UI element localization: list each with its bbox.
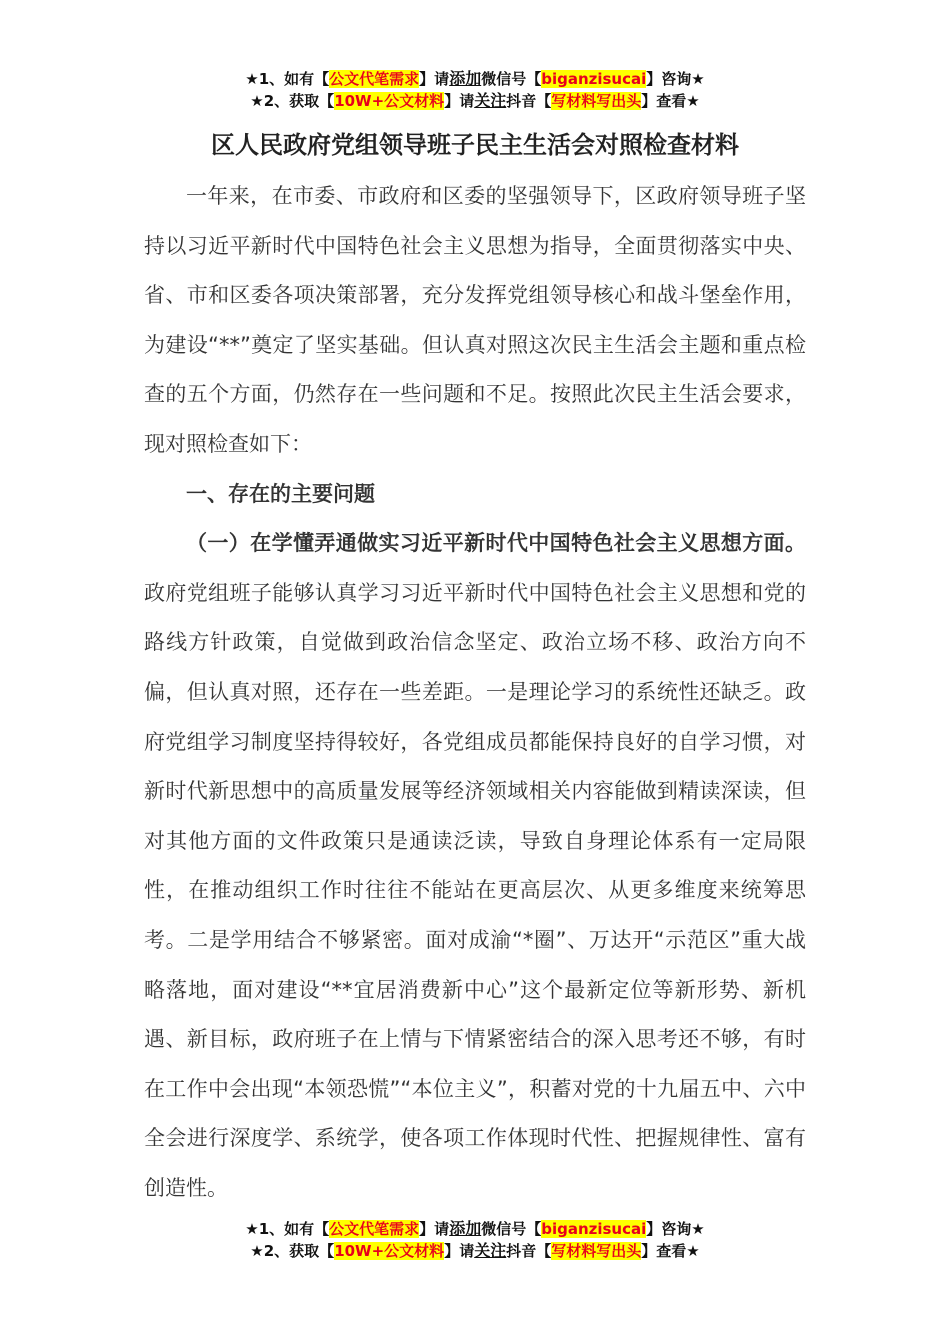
promo-line-1: ★1、如有【公文代笔需求】请添加微信号【biganzisucai】咨询★ — [245, 69, 705, 88]
highlight-service: 公文代笔需求 — [329, 70, 420, 88]
highlight-service: 公文代笔需求 — [329, 1220, 420, 1238]
subsection-heading: （一）在学懂弄通做实习近平新时代中国特色社会主义思想方面。 — [186, 531, 806, 556]
section-heading: 一、存在的主要问题 — [186, 481, 375, 506]
highlight-douyin: 写材料写出头 — [551, 92, 642, 110]
document-body — [144, 172, 806, 1213]
highlight-materials: 10W+公文材料 — [334, 1242, 445, 1260]
promo-line-1: ★1、如有【公文代笔需求】请添加微信号【biganzisucai】咨询★ — [245, 1219, 705, 1238]
promo-notice-top — [0, 68, 950, 112]
subsection-body: 政府党组班子能够认真学习习近平新时代中国特色社会主义思想和党的路线方针政策，自觉做到政治信念坚定、政治立场不移、政治方向不偏，但认真对照，还存在一些差距。一是理论学习的系统性还缺乏。政府党组学习制度坚持得较好，各党组成员都能保持良好的自学习惯，对新时代新思想中的高质量发展等经济领域相关内容能做到精读深读，但对其他方面的文件政策只是通读泛读，导致自身理论体系有一定局限性，在推动组织工作时往往不能站在更高层次、从更多维度来统筹思考。二是学用结合不够紧密。面对成渝“*圈”、万达开“示范区”重大战略落地，面对建设“**宜居消费新中心”这个最新定位等新形势、新机遇、新目标，政府班子在上情与下情紧密结合的深入思考还不够，有时在工作中会出现“本领恐慌”“本位主义”，积蓄对党的十九届五中、六中全会进行深度学、系统学，使各项工作体现时代性、把握规律性、富有创造性。 — [144, 580, 806, 1200]
highlight-materials: 10W+公文材料 — [334, 92, 445, 110]
highlight-douyin: 写材料写出头 — [551, 1242, 642, 1260]
subsection-paragraph — [144, 519, 806, 1213]
highlight-wechat-id: biganzisucai — [541, 1220, 647, 1238]
highlight-wechat-id: biganzisucai — [541, 70, 647, 88]
document-title: 区人民政府党组领导班子民主生活会对照检查材料 — [211, 131, 739, 159]
promo-notice-bottom — [0, 1218, 950, 1262]
intro-paragraph: 一年来，在市委、市政府和区委的坚强领导下，区政府领导班子坚持以习近平新时代中国特色社会主义思想为指导，全面贯彻落实中央、省、市和区委各项决策部署，充分发挥党组领导核心和战斗堡垒作用，为建设“**”奠定了坚实基础。但认真对照这次民主生活会主题和重点检查的五个方面，仍然存在一些问题和不足。按照此次民主生活会要求，现对照检查如下： — [144, 184, 806, 456]
promo-line-2: ★2、获取【10W+公文材料】请关注抖音【写材料写出头】查看★ — [250, 1241, 700, 1260]
promo-line-2: ★2、获取【10W+公文材料】请关注抖音【写材料写出头】查看★ — [250, 91, 700, 110]
